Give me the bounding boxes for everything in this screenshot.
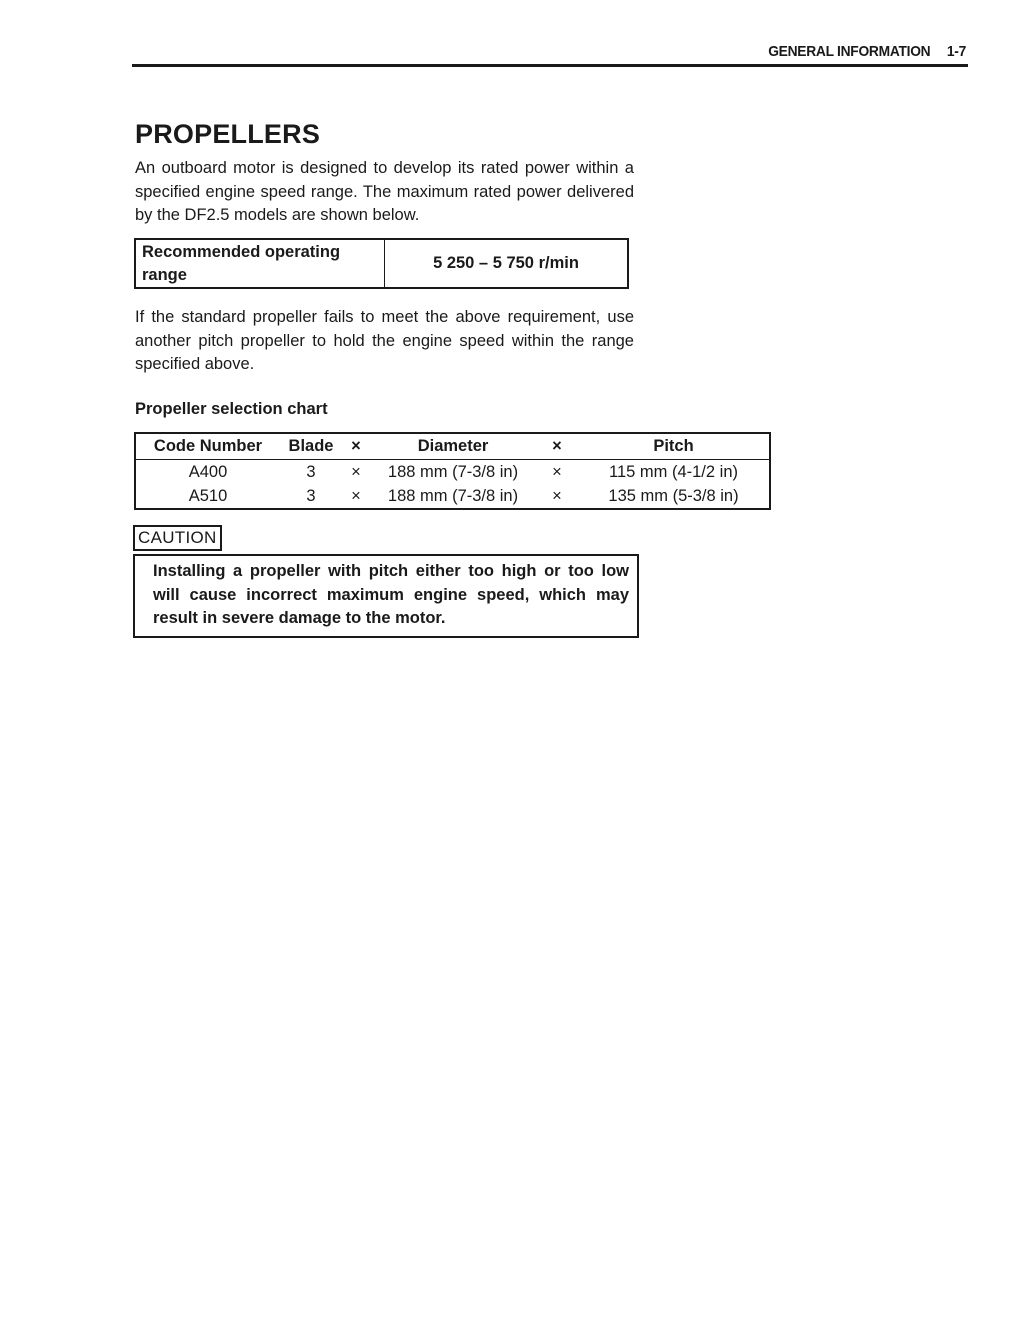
header-blade: Blade [280,433,342,460]
caution-text: Installing a propeller with pitch either too high or too low will cause incorrect maximum engine speed, which may result in severe damage to the motor. [153,562,629,627]
caution-box [133,554,639,638]
section-title: PROPELLERS [135,119,321,149]
running-header [768,43,966,60]
intro-paragraph: An outboard motor is designed to develop its rated power within a specified engine speed range. The maximum rated power delivered by the DF2.5 models are shown below. [135,159,634,224]
header-code-number: Code Number [135,433,280,460]
page-number: 1-7 [946,43,966,60]
advice-paragraph: If the standard propeller fails to meet the above requirement, use another pitch propeller to hold the engine speed within the range specified above. [135,308,634,373]
spec-label: Recommended operating range [135,239,385,288]
spec-value: 5 250 – 5 750 r/min [385,239,629,288]
cell-times: × [351,462,361,481]
header-times-2: × [536,433,578,460]
cell-code: A510 [188,486,228,505]
cell-diameter: 188 mm (7-3/8 in) [387,486,519,505]
header-section-title: GENERAL INFORMATION [768,43,931,60]
cell-times: × [552,486,562,505]
operating-range-table [134,238,629,289]
chart-title: Propeller selection chart [135,400,328,418]
cell-blade: 3 [306,486,316,505]
cell-times: × [552,462,562,481]
cell-blade: 3 [306,462,316,481]
table-row [135,484,770,509]
header-diameter: Diameter [370,433,536,460]
cell-pitch: 135 mm (5-3/8 in) [608,486,739,505]
table-row [135,460,770,485]
page-header [132,40,968,68]
cell-pitch: 115 mm (4-1/2 in) [609,462,738,481]
header-pitch: Pitch [578,433,770,460]
cell-code: A400 [188,462,228,481]
header-rule [132,64,968,67]
propeller-selection-table [134,432,771,510]
caution-label: CAUTION [133,525,222,551]
cell-diameter: 188 mm (7-3/8 in) [387,462,519,481]
table-row [135,239,628,288]
header-times-1: × [342,433,370,460]
cell-times: × [351,486,361,505]
table-header-row [135,433,770,460]
